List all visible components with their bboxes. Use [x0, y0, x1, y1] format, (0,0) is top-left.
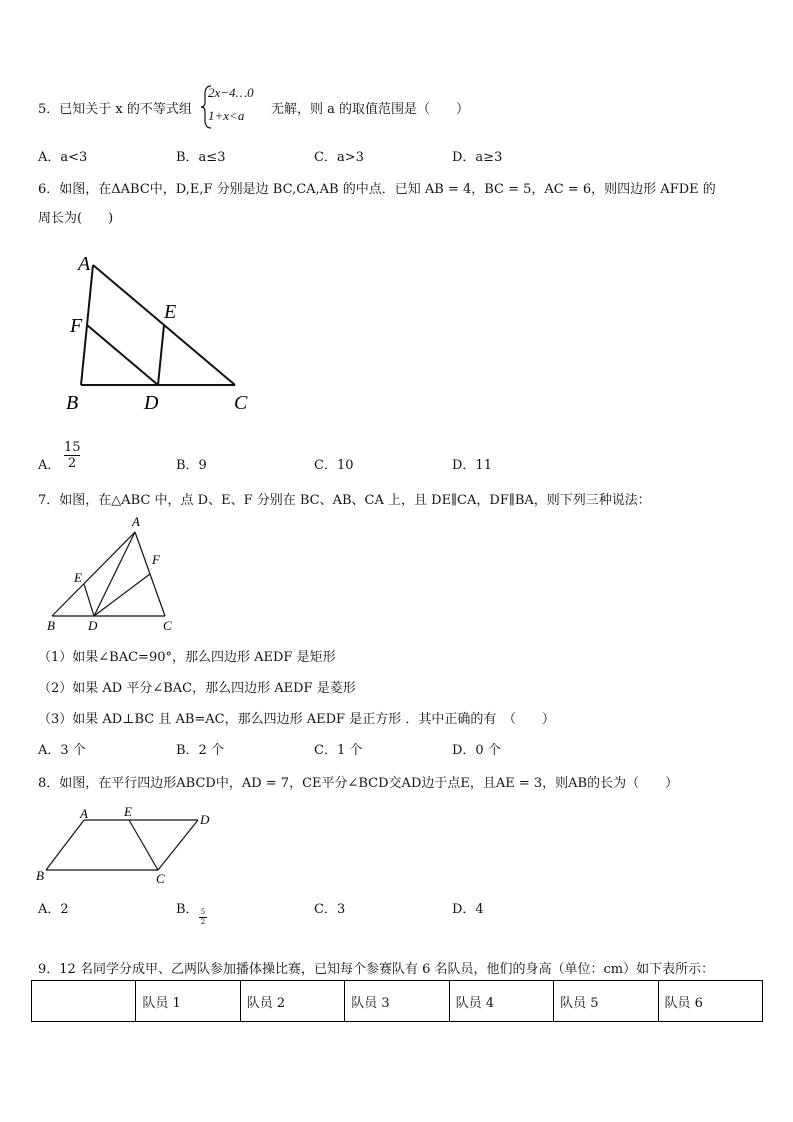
- q7-statement-3: （3）如果 AD⊥BC 且 AB=AC，那么四边形 AEDF 是正方形 ．其中正确的有 （ ）: [38, 712, 555, 727]
- q6-option-a-denominator: 2: [67, 456, 77, 471]
- table-header-player-6: 队员 6: [658, 981, 762, 1022]
- q7-statement-2: （2）如果 AD 平分∠BAC，那么四边形 AEDF 是菱形: [38, 681, 356, 696]
- q6-label-e: E: [164, 301, 177, 323]
- q7-option-b: B．2 个: [176, 743, 224, 758]
- q8-segment-ce: [129, 820, 158, 870]
- table-header-player-1: 队员 1: [136, 981, 240, 1022]
- q7-label-f: F: [152, 552, 160, 567]
- q6-option-b: B．9: [176, 458, 207, 473]
- q5-option-c: C．a>3: [314, 150, 364, 165]
- q6-figure: [60, 245, 270, 420]
- q6-stem-line1: 6．如图，在ΔABC中，D,E,F 分别是边 BC,CA,AB 的中点．已知 AB = 4，BC = 5，AC = 6，则四边形 AFDE 的: [38, 182, 716, 197]
- table-cell-corner: [32, 981, 136, 1022]
- q8-option-d: D．4: [452, 902, 484, 917]
- q6-option-d: D．11: [452, 458, 492, 473]
- q7-segment-ad: [94, 532, 135, 616]
- q8-option-b-label: B．: [176, 902, 199, 917]
- q8-figure: [34, 802, 224, 887]
- q6-option-a-numerator: 15: [64, 440, 81, 455]
- q6-label-d: D: [144, 392, 159, 414]
- q8-label-a: A: [80, 806, 88, 821]
- q8-option-b-fraction: [199, 908, 207, 927]
- q9-height-table: [31, 980, 763, 1022]
- q5-option-a: A．a<3: [38, 150, 88, 165]
- q6-label-b: B: [66, 392, 79, 414]
- q6-option-a-fraction: [64, 440, 80, 471]
- q7-option-a: A．3 个: [38, 743, 86, 758]
- q7-label-b: B: [47, 618, 55, 632]
- q6-segment-ed: [158, 325, 164, 385]
- q8-label-c: C: [156, 871, 165, 886]
- q6-segment-fd: [87, 325, 158, 385]
- q5-option-d: D．a≥3: [452, 150, 503, 165]
- q8-option-b-denominator: 2: [200, 918, 206, 926]
- q6-label-c: C: [234, 392, 248, 414]
- q7-label-a: A: [132, 514, 140, 529]
- q8-option-c: C．3: [314, 902, 346, 917]
- table-row: [32, 981, 763, 1022]
- q5-prefix: 5．已知关于 x 的不等式组: [38, 102, 192, 117]
- q7-label-d: D: [88, 618, 98, 632]
- q8-option-a: A．2: [38, 902, 69, 917]
- q7-side-ab: [52, 532, 135, 616]
- q7-statement-1: （1）如果∠BAC=90°，那么四边形 AEDF 是矩形: [38, 650, 336, 665]
- q6-label-f: F: [70, 315, 83, 337]
- q5-suffix: 无解，则 a 的取值范围是（ ）: [271, 102, 470, 117]
- q8-label-b: B: [36, 868, 44, 883]
- q6-option-c: C．10: [314, 458, 354, 473]
- q6-stem-line2: 周长为( ): [38, 211, 114, 226]
- q8-side-ab: [46, 820, 84, 870]
- q8-label-d: D: [200, 812, 210, 827]
- q5-ineq1: 2x−4…0: [208, 85, 254, 100]
- q5-option-b: B．a≤3: [176, 150, 226, 165]
- q9-stem: 9．12 名同学分成甲、乙两队参加播体操比赛，已知每个参赛队有 6 名队员，他们的身高（单位：cm）如下表所示：: [38, 962, 715, 977]
- q8-label-e: E: [124, 804, 132, 819]
- q8-side-dc: [158, 820, 198, 870]
- q7-figure: [44, 512, 184, 632]
- q7-stem: 7．如图，在△ABC 中，点 D、E、F 分别在 BC、AB、CA 上，且 DE∥CA，DF∥BA，则下列三种说法：: [38, 493, 651, 508]
- q8-option-b-numerator: 5: [200, 908, 206, 916]
- table-header-player-2: 队员 2: [240, 981, 344, 1022]
- q6-option-a-label: A．: [38, 458, 61, 473]
- q5-ineq2: 1+x<a: [208, 108, 245, 123]
- q8-stem: 8．如图，在平行四边形ABCD中，AD = 7，CE平分∠BCD交AD边于点E，且AE = 3，则AB的长为（ ）: [38, 776, 679, 791]
- q7-segment-ed: [84, 584, 94, 616]
- q7-option-d: D．0 个: [452, 743, 501, 758]
- table-header-player-5: 队员 5: [554, 981, 658, 1022]
- q7-label-e: E: [74, 570, 82, 585]
- q6-label-a: A: [78, 253, 91, 275]
- q7-label-c: C: [163, 618, 172, 632]
- q7-option-c: C．1 个: [314, 743, 363, 758]
- q7-segment-fd: [94, 574, 150, 616]
- table-header-player-3: 队员 3: [345, 981, 449, 1022]
- table-header-player-4: 队员 4: [449, 981, 553, 1022]
